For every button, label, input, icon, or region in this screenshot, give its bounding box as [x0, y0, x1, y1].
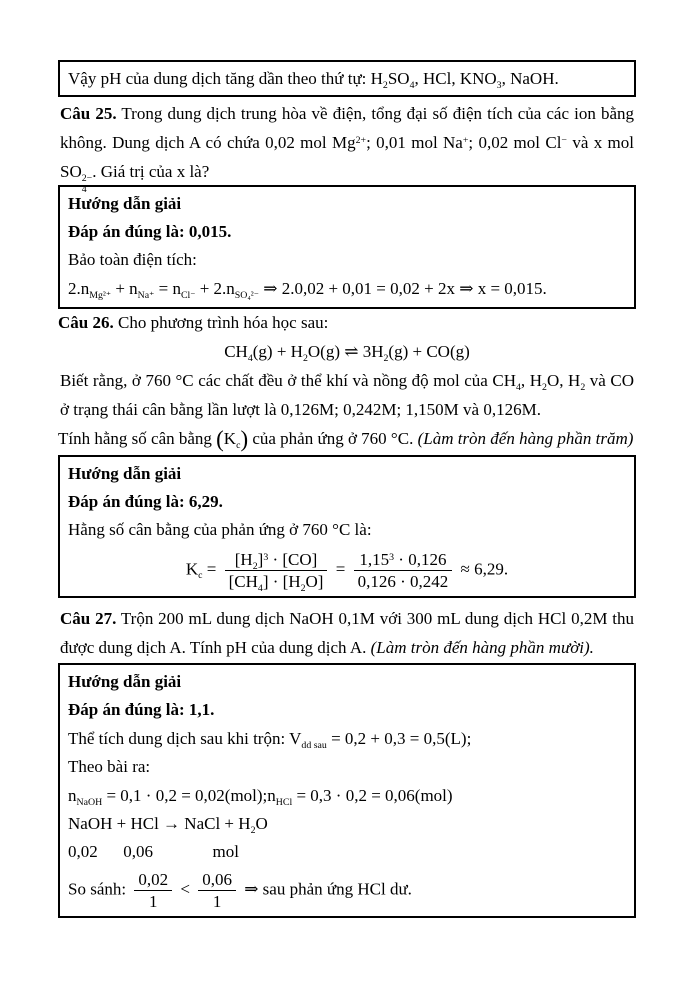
question-27	[58, 604, 636, 662]
question-27-text: Câu 27. Trộn 200 mL dung dịch NaOH 0,1M với 300 mL dung dịch HCl 0,2M thu được dung dịch A. Tính pH của dung dịch A. (Làm tròn đến hàng phần mười).	[60, 609, 634, 657]
question-25	[58, 99, 636, 195]
solution-26-box	[58, 455, 636, 598]
solution-heading: Hướng dẫn giải	[68, 194, 182, 213]
question-26-task: Tính hằng số cân bằng $(K_c)$ của phản ứng ở 760 °C. (Làm tròn đến hàng phần trăm)	[58, 426, 634, 452]
moles-line: $n_{NaOH} = 0,1 \cdot 0,2$ = $0,02(mol);n_{HCl} = 0,3 \cdot 0,2 = 0,06(mol)$	[68, 786, 453, 808]
solution-25-box	[58, 185, 636, 309]
question-26	[58, 308, 636, 453]
volume-line: Thể tích dung dịch sau khi trộn: $V_{dd sau} = 0,2 + 0,3 = 0,5(L)$;	[68, 729, 472, 751]
comparison-line: So sánh: $\frac{0,02}{1}$ < $\frac{0,06}{1}$ ⇒ sau phản ứng HCl dư.	[68, 870, 412, 912]
conclusion-text: Vậy pH của dung dịch tăng dần theo thứ tự: $H_2SO_4$, HCl, $KNO_3$, NaOH.	[68, 69, 559, 91]
answer-line: Đáp án đúng là: 1,1.	[68, 700, 215, 719]
charge-balance-formula: $2.n_{Mg^{2+}} + n_{Na^+} = n_{Cl^-} + 2.n_{SO_4^{2-}}$ ⇒ 2.0,02 + 0,01 = 0,02 + 2x ⇒ x = 0,015.	[68, 279, 547, 301]
conclusion-box	[58, 60, 636, 97]
answer-line: Đáp án đúng là: 6,29.	[68, 492, 223, 511]
kc-formula: $K_c$ = $\frac{[H_2]^3 \cdot [CO]}{[CH_4] \cdot [H_2O]}$ = $\frac{1,15^3 \cdot 0,126}{0,126 \cdot 0,242}$ ≈ 6,29.	[185, 550, 509, 594]
given-label: Theo bài ra:	[68, 757, 151, 776]
reaction-line: NaOH + HCl → NaCl + $H_2O$	[68, 814, 268, 836]
question-26-intro: Câu 26. Cho phương trình hóa học sau:	[58, 313, 329, 332]
mol-row: 0,02 0,06 mol	[68, 842, 239, 861]
solution-intro: Hằng số cân bằng của phản ứng ở 760 °C là:	[68, 520, 372, 539]
solution-heading: Hướng dẫn giải	[68, 464, 182, 483]
reaction-equation: $CH_4(g) + H_2O(g)$ ⇌ $3H_2(g) + CO(g)$	[224, 342, 470, 364]
question-25-text: Câu 25. Trong dung dịch trung hòa về điện, tổng đại số điện tích của các ion bằng không. Dung dịch A có chứa 0,02 mol $Mg^{2+}$; 0,01 mol Na+; 0,02 mol Cl− và x mol SO 2− 4 . Giá trị của x là?	[60, 104, 634, 195]
question-26-body: Biết rằng, ở 760 °C các chất đều ở thể khí và nồng độ mol của $CH_4$, $H_2O$, $H_2$ và CO ở trạng thái cân bằng lần lượt là 0,126M; 0,242M; 1,150M và 0,126M.	[60, 371, 635, 419]
solution-intro: Bảo toàn điện tích:	[68, 250, 197, 269]
solution-27-box	[58, 663, 636, 918]
solution-heading: Hướng dẫn giải	[68, 672, 182, 691]
answer-line: Đáp án đúng là: 0,015.	[68, 222, 232, 241]
